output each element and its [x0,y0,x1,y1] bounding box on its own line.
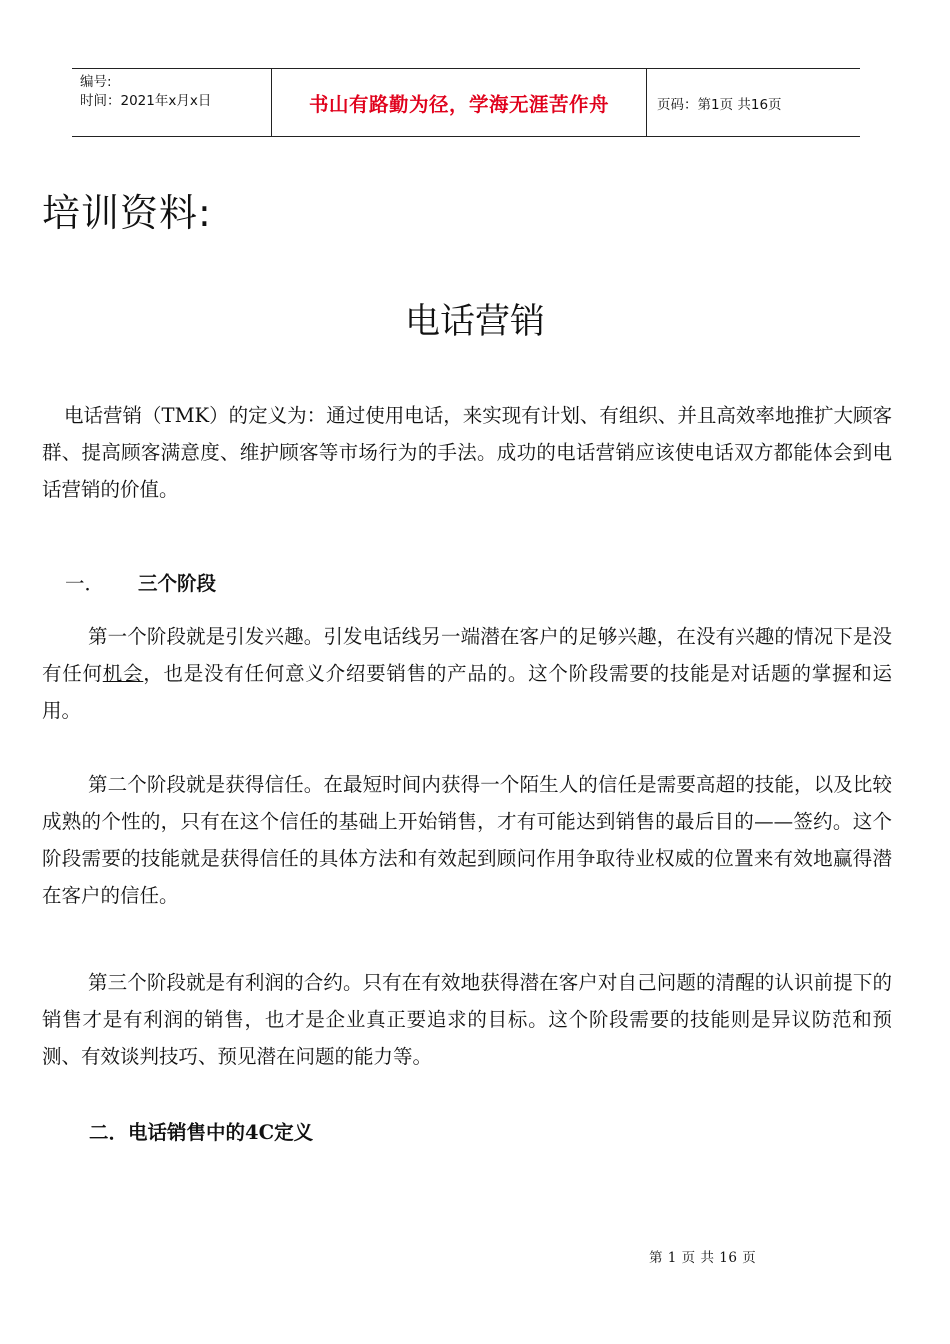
paragraph-stage-1-text-b: ，也是没有任何意义介绍要销售的产品的。这个阶段需要的技能是对话题的掌握和运用。 [42,662,892,722]
header-number-label: 编号: [80,74,112,90]
page-header [72,68,860,137]
paragraph-stage-3: 第三个阶段就是有利润的合约。只有在有效地获得潜在客户对自己问题的清醒的认识前提下的销售才是有利润的销售，也才是企业真正要追求的目标。这个阶段需要的技能则是异议防范和预测、有效谈判技巧、预见潜在问题的能力等。 [42,971,892,1068]
paragraph-stage-2: 第二个阶段就是获得信任。在最短时间内获得一个陌生人的信任是需要高超的技能，以及比较成熟的个性的，只有在这个信任的基础上开始销售，才有可能达到销售的最后目的——签约。这个阶段需要的技能就是获得信任的具体方法和有效起到顾问作用争取待业权威的位置来有效地赢得潜在客户的信任。 [42,773,892,907]
underlined-term: 机会 [102,662,144,685]
paragraph-stage-1 [42,618,892,729]
section-1-title: 三个阶段 [138,572,217,595]
paragraph-stage-1-text-a: 第一个阶段就是引发兴趣。引发电话线另一端潜在客户的足够兴趣，在没有兴趣的情况下是没有任何 [42,625,892,685]
document-title: 电话营销 [404,302,545,342]
header-page-info: 页码：第1页 共16页 [657,96,782,113]
document-heading: 培训资料: [42,191,212,235]
section-1-heading [65,568,216,596]
section-2-heading: 二．电话销售中的4C定义 [89,1121,314,1144]
section-1-number: 一． [65,572,105,595]
header-motto: 书山有路勤为径，学海无涯苦作舟 [272,69,647,136]
header-meta [72,69,272,136]
header-time-label: 时间：2021年x月x日 [80,93,212,109]
page-footer: 第 1 页 共 16 页 [649,1250,757,1266]
intro-paragraph: 电话营销（TMK）的定义为：通过使用电话，来实现有计划、有组织、并且高效率地推扩大顾客群、提高顾客满意度、维护顾客等市场行为的手法。成功的电话营销应该使电话双方都能体会到电话营销的价值。 [42,404,892,501]
